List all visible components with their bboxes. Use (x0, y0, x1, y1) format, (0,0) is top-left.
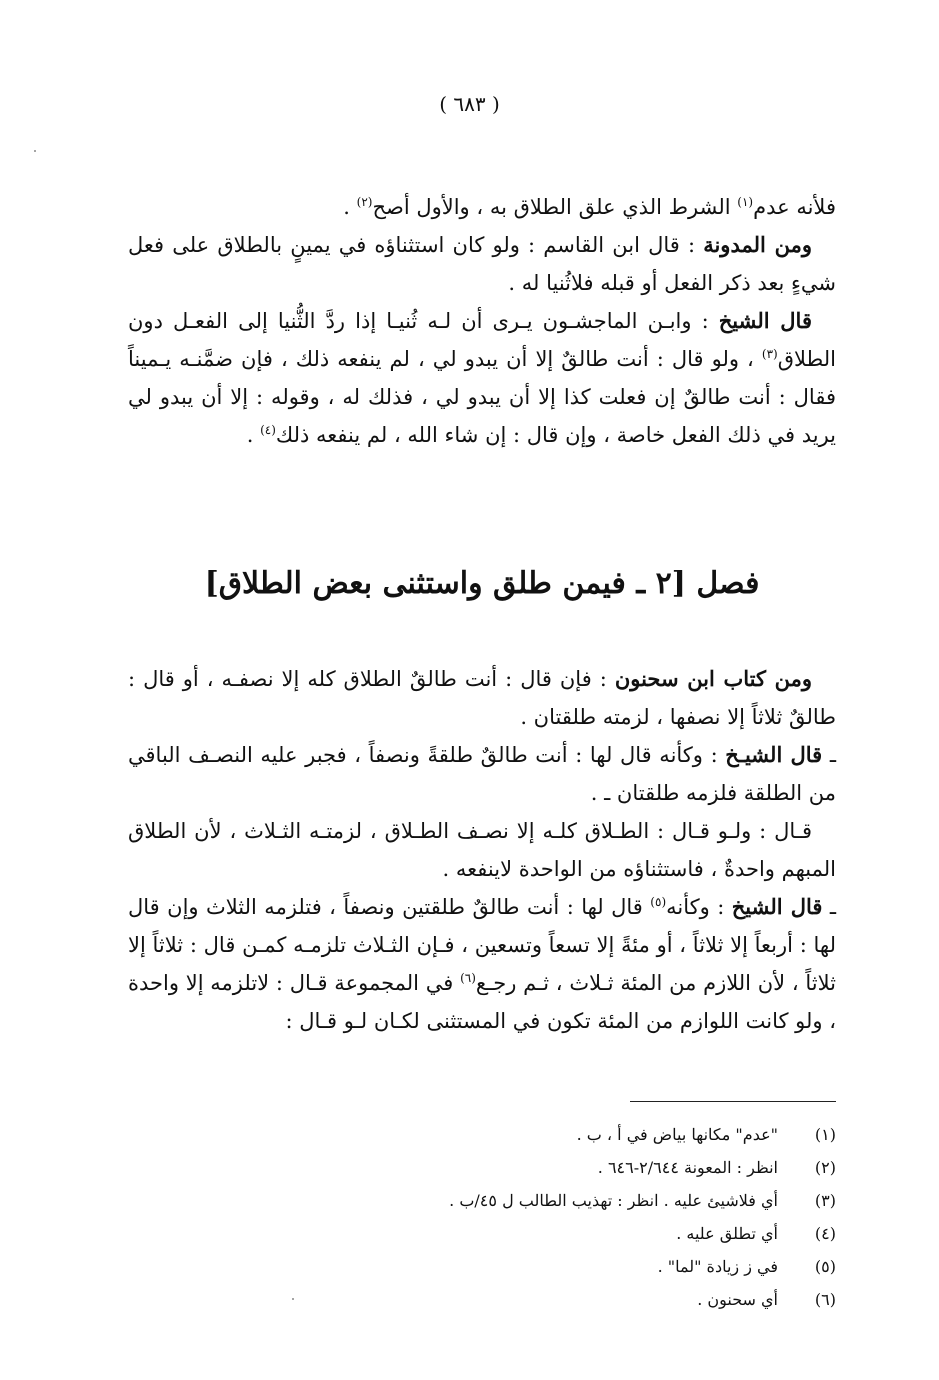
text-run: : وكأنه (666, 895, 732, 919)
paragraph-1 (128, 188, 836, 226)
footnote-number: (٣) (814, 1191, 836, 1210)
text-run: . (343, 195, 357, 219)
footnote-item (300, 1250, 836, 1283)
paragraph-3 (128, 302, 836, 454)
paragraph-7 (128, 888, 836, 1040)
paragraph-2 (128, 226, 836, 302)
text-run: الشرط الذي علق الطلاق به ، والأول أصح (372, 195, 738, 219)
text-run: ، ولو قال : أنت طالقٌ إلا أن يبدو لي ، لم ينفعه ذلك ، فإن ضمَّنـه يـميناً فقال : أنت طالقٌ إن فعلت كذا إلا أن يبدو لي ، فذلك له ، وقوله : إلا أن يبدو لي يريد في ذلك الفعل خاصة ، وإن قال : إن شاء الله ، لم ينفعه ذلك (128, 347, 836, 447)
speaker-heading: قال الشيـخ (725, 742, 823, 767)
footnote-number: (١) (814, 1125, 836, 1144)
footnotes (300, 1118, 836, 1316)
footnote-text: "عدم" مكانها بياض في أ ، ب . (576, 1125, 778, 1144)
speaker-heading: قال الشيخ (731, 894, 823, 919)
footnote-ref-3: (٣) (761, 347, 778, 361)
main-text-block (128, 660, 836, 1040)
footnote-item (300, 1184, 836, 1217)
text-run: : وكأنه قال لها : أنت طالقٌ طلقةً ونصفاً ، فجبر عليه النصـف الباقي من الطلقة فلزمه طلقتان ـ . (128, 743, 836, 805)
source-heading: ومن المدونة (703, 232, 813, 257)
paragraph-6 (128, 812, 836, 888)
footnote-text: أي تطلق عليه . (676, 1224, 778, 1243)
dash: ـ (822, 895, 836, 919)
top-text-block (128, 188, 836, 454)
footnote-item (300, 1217, 836, 1250)
paragraph-5 (128, 736, 836, 812)
footnote-text: أي فلاشيئ عليه . انظر : تهذيب الطالب ل ٤٥/ب . (449, 1191, 778, 1210)
footnote-number: (٥) (814, 1257, 836, 1276)
source-heading: ومن كتاب ابن سحنون (614, 666, 812, 691)
footnote-ref-4: (٤) (260, 423, 276, 437)
footnote-item (300, 1151, 836, 1184)
footnote-ref-2: (٢) (356, 195, 373, 209)
speaker-heading: قال الشيخ (718, 308, 812, 333)
text-run: في المجموعة قـال : لاتلزمه إلا واحدة ، ولو كانت اللوازم من المئة تكون في المستثنى لكـان لـو قـال : (128, 971, 836, 1033)
footnote-item (300, 1283, 836, 1316)
footnote-text: في ز زيادة "لما" . (657, 1257, 778, 1276)
footnote-divider (630, 1101, 836, 1102)
footnote-ref-6: (٦) (460, 971, 476, 985)
scan-speck (34, 150, 36, 152)
text-run: قـال : ولـو قـال : الطـلاق كلـه إلا نصـف الطـلاق ، لزمتـه الثـلاث ، لأن الطلاق المبهم واحدةٌ ، فاستثناؤه من الواحدة لاينفعه . (128, 819, 836, 881)
footnote-number: (٦) (814, 1290, 836, 1309)
text-run: : فإن قال : أنت طالقٌ الطلاق كله إلا نصفـه ، أو قال : طالقٌ ثلاثاً إلا نصفها ، لزمته طلقتان . (128, 667, 836, 729)
footnote-number: (٤) (814, 1224, 836, 1243)
text-run: فلأنه عدم (753, 195, 836, 219)
footnote-text: أي سحنون . (697, 1290, 778, 1309)
footnote-item (300, 1118, 836, 1151)
text-run: : قال ابن القاسم : ولو كان استثناؤه في يمينٍ بالطلاق على فعل شيءٍ بعد ذكر الفعل أو قبله فلاثُنيا له . (128, 233, 836, 295)
scan-speck (292, 1298, 294, 1300)
dash: ـ (822, 743, 837, 767)
paragraph-4 (128, 660, 836, 736)
page-number: ( ٦٨٣ ) (439, 92, 500, 116)
footnote-number: (٢) (814, 1158, 836, 1177)
footnote-text: انظر : المعونة ٢/٦٤٤-٦٤٦ . (597, 1158, 778, 1177)
section-heading: فصل [٢ ـ فيمن طلق واستثنى بعض الطلاق] (204, 566, 760, 601)
footnote-ref-1: (١) (737, 195, 754, 209)
text-run: : وابـن الماجشـون يـرى أن لـه ثُنيـا إذا ردَّ الثُّنيا إلى الفعـل دون الطلاق (128, 309, 836, 371)
footnote-ref-5: (٥) (650, 895, 667, 909)
text-run: قال لها : أنت طالقٌ طلقتين ونصفاً ، فتلزمه الثلاث وإن قال لها : أربعاً إلا ثلاثاً ، أو مئةً إلا تسعاً وتسعين ، فـإن الثـلاث تلزمـه كمـن قال : ثلاثاً إلا ثلاثاً ، لأن اللازم من المئة ثـلاث ، ثـم رجـع (128, 895, 837, 995)
text-run: . (246, 423, 261, 447)
